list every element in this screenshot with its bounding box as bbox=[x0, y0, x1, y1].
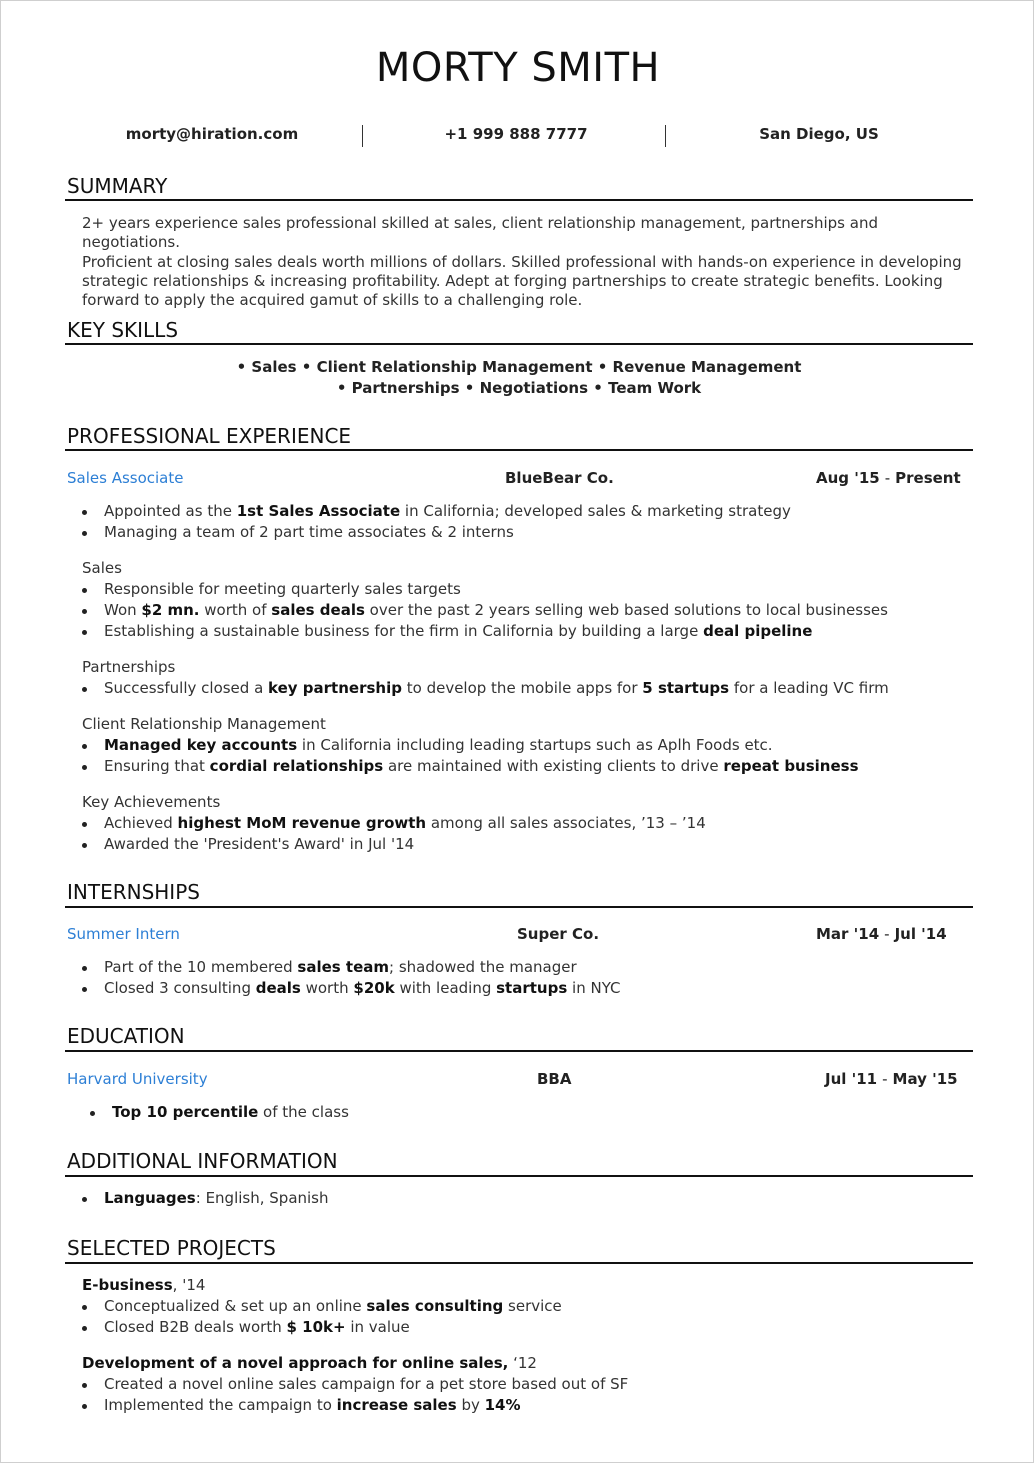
list-item: Managed key accounts in California including leading startups such as Aplh Foods etc. bbox=[104, 736, 773, 754]
skills-line: • Partnerships • Negotiations • Team Work bbox=[336, 379, 702, 397]
experience-heading: PROFESSIONAL EXPERIENCE bbox=[67, 424, 352, 448]
project-title: Development of a novel approach for online sales, ‘12 bbox=[82, 1354, 537, 1372]
summary-heading: SUMMARY bbox=[67, 174, 168, 198]
contact-location: San Diego, US bbox=[759, 125, 879, 143]
list-item: Achieved highest MoM revenue growth among all sales associates, ’13 – ’14 bbox=[104, 814, 706, 832]
summary-line: 2+ years experience sales professional skilled at sales, client relationship management, partnerships and negotiations. bbox=[82, 214, 878, 252]
contact-email[interactable]: morty@hiration.com bbox=[125, 125, 299, 143]
contact-phone[interactable]: +1 999 888 7777 bbox=[444, 125, 588, 143]
section-divider bbox=[65, 1050, 973, 1052]
contact-divider bbox=[665, 125, 666, 147]
summary-text bbox=[82, 214, 962, 310]
section-divider bbox=[65, 906, 973, 908]
additional-info-heading: ADDITIONAL INFORMATION bbox=[67, 1149, 338, 1173]
list-item: Closed 3 consulting deals worth $20k with leading startups in NYC bbox=[104, 979, 621, 997]
summary-line: Proficient at closing sales deals worth millions of dollars. Skilled professional with hands-on experience in developing bbox=[82, 252, 962, 271]
list-item: Appointed as the 1st Sales Associate in California; developed sales & marketing strategy bbox=[104, 502, 791, 520]
subsection-label: Key Achievements bbox=[82, 793, 221, 811]
company-name: Super Co. bbox=[517, 925, 600, 943]
list-item: Awarded the 'President's Award' in Jul '14 bbox=[104, 835, 415, 853]
summary-line: forward to apply the acquired gamut of skills to a challenging role. bbox=[82, 291, 583, 310]
list-item: Languages: English, Spanish bbox=[104, 1189, 329, 1207]
date-range: Aug '15 - Present bbox=[816, 469, 961, 487]
list-item: Establishing a sustainable business for the firm in California by building a large deal pipeline bbox=[104, 622, 813, 640]
list-item: Part of the 10 membered sales team; shadowed the manager bbox=[104, 958, 577, 976]
section-divider bbox=[65, 199, 973, 201]
list-item: Successfully closed a key partnership to develop the mobile apps for 5 startups for a leading VC firm bbox=[104, 679, 889, 697]
job-title: Sales Associate bbox=[67, 469, 184, 487]
company-name: BlueBear Co. bbox=[505, 469, 614, 487]
subsection-label: Partnerships bbox=[82, 658, 176, 676]
section-divider bbox=[65, 343, 973, 345]
degree-name: BBA bbox=[537, 1070, 572, 1088]
section-divider bbox=[65, 449, 973, 451]
list-item: Created a novel online sales campaign for a pet store based out of SF bbox=[104, 1375, 629, 1393]
education-heading: EDUCATION bbox=[67, 1024, 185, 1048]
list-item: Implemented the campaign to increase sales by 14% bbox=[104, 1396, 521, 1414]
key-skills-heading: KEY SKILLS bbox=[67, 318, 179, 342]
subsection-label: Sales bbox=[82, 559, 122, 577]
project-title: E-business, '14 bbox=[82, 1276, 206, 1294]
summary-line: strategic relationships & increasing profitability. Adept at forging partnerships to create strategic benefits. Looking bbox=[82, 271, 943, 290]
list-item: Closed B2B deals worth $ 10k+ in value bbox=[104, 1318, 410, 1336]
list-item: Won $2 mn. worth of sales deals over the past 2 years selling web based solutions to local businesses bbox=[104, 601, 888, 619]
date-range: Mar '14 - Jul '14 bbox=[816, 925, 947, 943]
subsection-label: Client Relationship Management bbox=[82, 715, 326, 733]
list-item: Responsible for meeting quarterly sales targets bbox=[104, 580, 461, 598]
school-name: Harvard University bbox=[67, 1070, 208, 1088]
internships-heading: INTERNSHIPS bbox=[67, 880, 200, 904]
list-item: Conceptualized & set up an online sales consulting service bbox=[104, 1297, 562, 1315]
candidate-name: MORTY SMITH bbox=[375, 45, 661, 91]
section-divider bbox=[65, 1175, 973, 1177]
section-divider bbox=[65, 1262, 973, 1264]
date-range: Jul '11 - May '15 bbox=[825, 1070, 958, 1088]
contact-divider bbox=[362, 125, 363, 147]
skills-line: • Sales • Client Relationship Management • Revenue Management bbox=[236, 358, 802, 376]
list-item: Managing a team of 2 part time associates & 2 interns bbox=[104, 523, 514, 541]
internship-title: Summer Intern bbox=[67, 925, 180, 943]
projects-heading: SELECTED PROJECTS bbox=[67, 1236, 276, 1260]
list-item: Ensuring that cordial relationships are maintained with existing clients to drive repeat business bbox=[104, 757, 859, 775]
list-item: Top 10 percentile of the class bbox=[112, 1103, 349, 1121]
